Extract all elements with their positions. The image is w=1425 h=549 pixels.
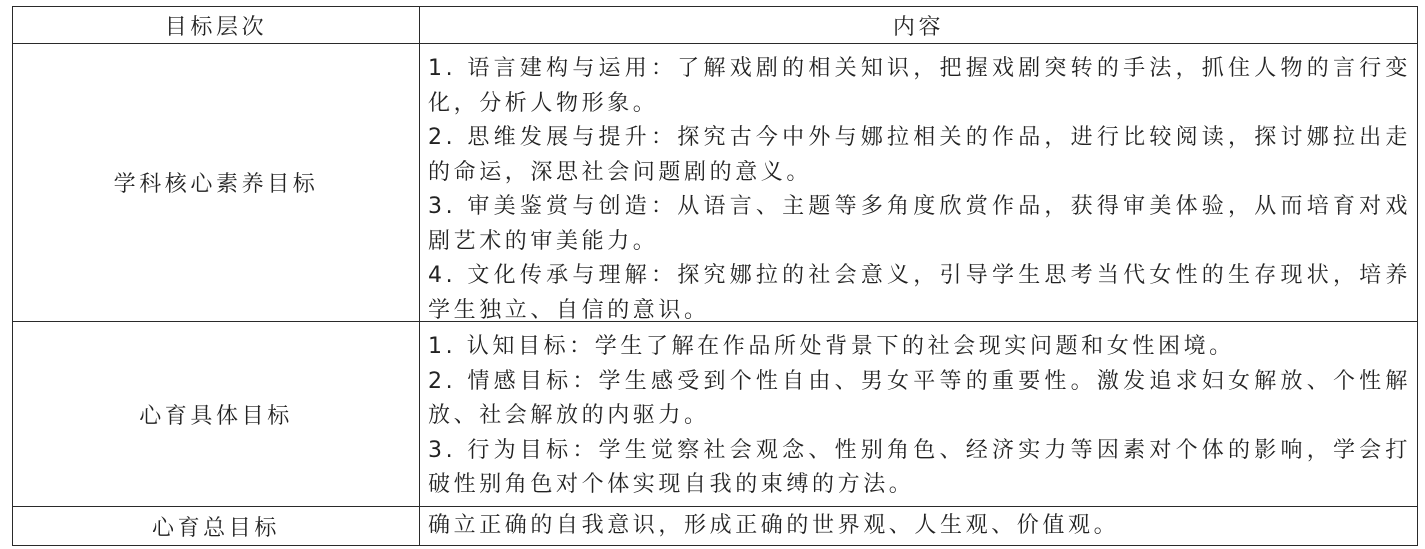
content-item: 3. 审美鉴赏与创造：从语言、主题等多角度欣赏作品，获得审美体验，从而培育对戏剧艺术的审美能力。 <box>428 194 1411 254</box>
row-level-cell <box>13 44 420 322</box>
row-content-cell <box>420 322 1418 507</box>
content-item: 1. 语言建构与运用：了解戏剧的相关知识，把握戏剧突转的手法，抓住人物的言行变化，分析人物形象。 <box>428 56 1411 116</box>
header-content-label: 内容 <box>892 14 945 40</box>
content-item: 1. 认知目标：学生了解在作品所处背景下的社会现实问题和女性困境。 <box>428 334 1235 359</box>
content-item: 3. 行为目标：学生觉察社会观念、性别角色、经济实力等因素对个体的影响，学会打破性别角色对个体实现自我的束缚的方法。 <box>428 437 1411 497</box>
goals-table <box>12 6 1418 546</box>
content-item: 2. 思维发展与提升：探究古今中外与娜拉相关的作品，进行比较阅读，探讨娜拉出走的命运，深思社会问题剧的意义。 <box>428 125 1411 185</box>
level-label: 心育总目标 <box>151 515 280 541</box>
content-item: 确立正确的自我意识，形成正确的世界观、人生观、价值观。 <box>428 513 1120 538</box>
level-label: 心育具体目标 <box>139 403 293 429</box>
content-item: 2. 情感目标：学生感受到个性自由、男女平等的重要性。激发追求妇女解放、个性解放、社会解放的内驱力。 <box>428 368 1411 428</box>
header-level <box>13 7 420 44</box>
row-level-cell <box>13 507 420 546</box>
header-content <box>420 7 1418 44</box>
row-content-cell <box>420 44 1418 322</box>
row-content-cell <box>420 507 1418 546</box>
level-label: 学科核心素养目标 <box>113 172 319 197</box>
content-item: 4. 文化传承与理解：探究娜拉的社会意义，引导学生思考当代女性的生存现状，培养学生独立、自信的意识。 <box>428 263 1411 323</box>
header-level-label: 目标层次 <box>164 14 268 40</box>
row-level-cell <box>13 322 420 507</box>
